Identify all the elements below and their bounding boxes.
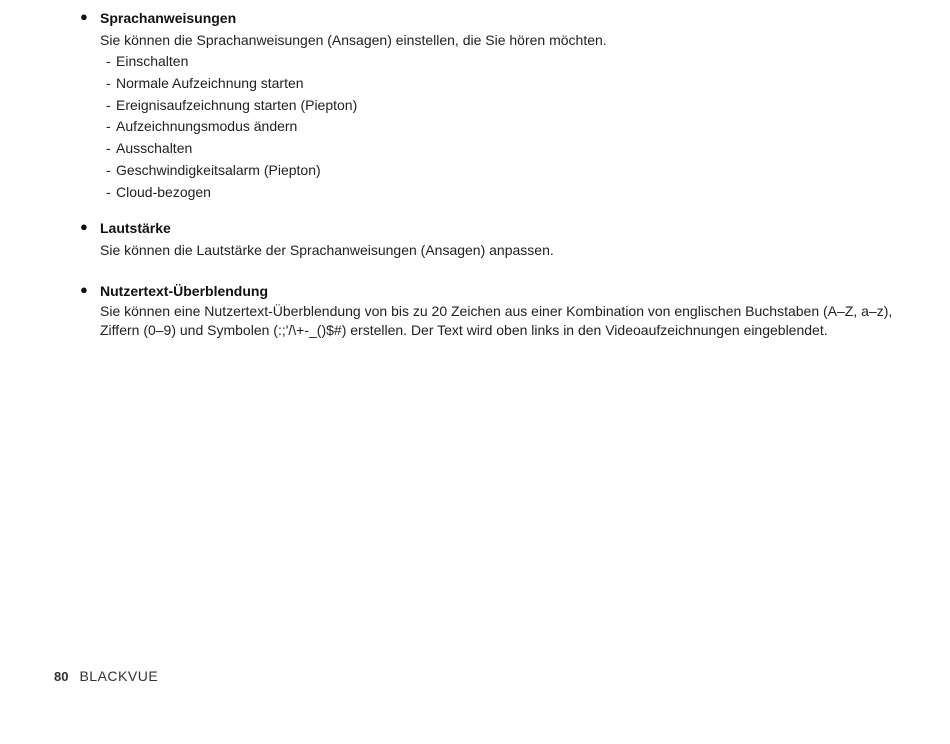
section-description-line-1: Sie können eine Nutzertext-Überblendung von bis zu 20 Zeichen aus einer Kombination von englischen Buchstaben (A–Z, a–z), [100,303,893,319]
list-item: - Normale Aufzeichnung starten [106,74,304,91]
voice-guidance-list [100,51,840,204]
brand-name: BLACKVUE [79,668,159,684]
list-item: - Aufzeichnungsmodus ändern [106,118,298,135]
page-footer [54,667,158,686]
bullet-icon: ● [80,282,88,297]
section-description-line-2: Ziffern (0–9) und Symbolen (:;'/\+-_()$#) erstellen. Der Text wird oben links in den Videoaufzeichnungen eingeblendet. [100,322,828,338]
section-user-text-overlay [80,280,893,340]
section-volume [80,217,840,261]
list-item: - Einschalten [106,53,189,69]
section-heading: Lautstärke [100,220,171,236]
page-number: 80 [54,669,69,684]
section-description: Sie können die Sprachanweisungen (Ansagen) einstellen, die Sie hören möchten. [100,32,607,48]
section-voice-guidance [80,7,840,204]
list-item: - Cloud-bezogen [106,183,211,200]
section-heading: Sprachanweisungen [100,10,237,26]
bullet-icon: ● [80,9,88,24]
list-item: - Ausschalten [106,140,193,157]
section-description: Sie können die Lautstärke der Sprachanweisungen (Ansagen) anpassen. [100,242,554,258]
section-heading: Nutzertext-Überblendung [100,283,268,299]
section-content [100,217,840,261]
section-content [100,7,840,204]
list-item: - Ereignisaufzeichnung starten (Piepton) [106,96,358,113]
bullet-icon: ● [80,219,88,234]
list-item: - Geschwindigkeitsalarm (Piepton) [106,161,321,178]
section-content [100,280,893,340]
